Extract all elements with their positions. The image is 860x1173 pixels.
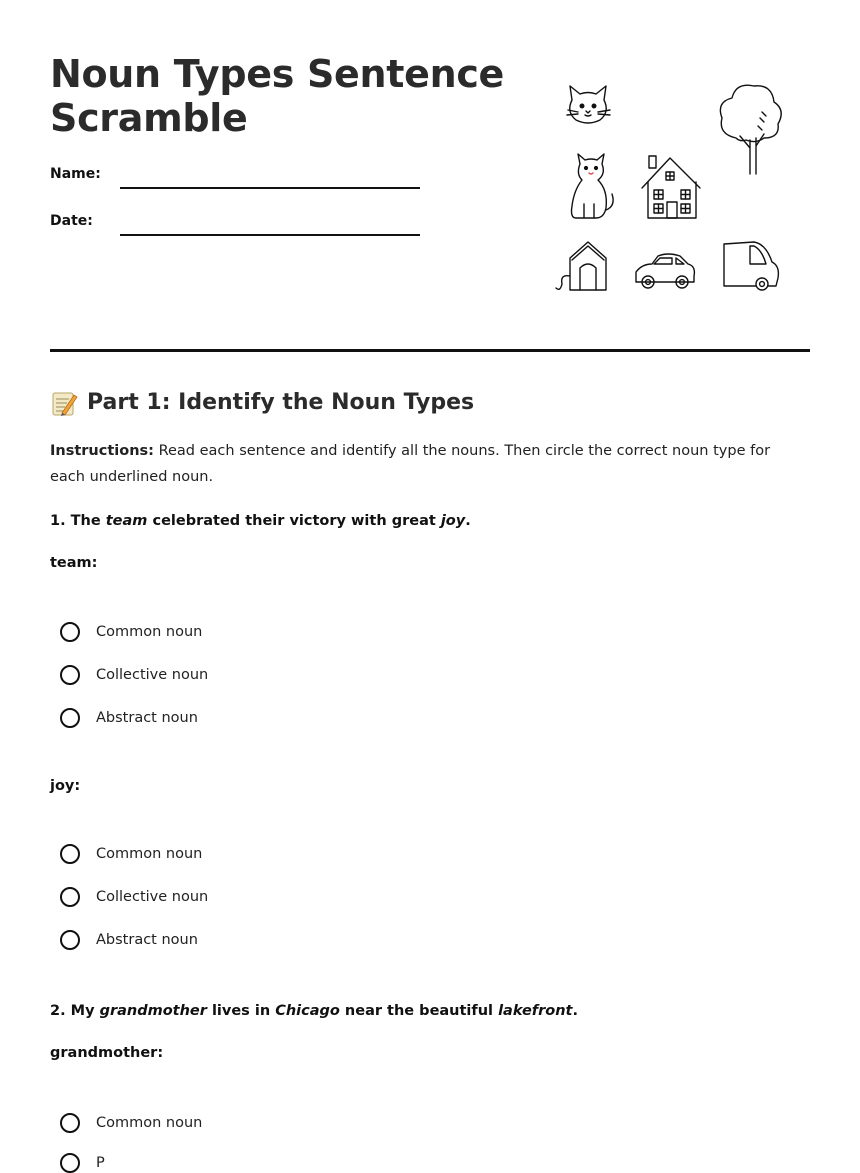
option-joy-abstract[interactable]: [60, 930, 198, 950]
q1-number: 1. The: [50, 513, 106, 529]
cat-face-icon: [567, 86, 610, 123]
q2-word-lakefront: lakefront: [498, 1003, 573, 1019]
instructions-label: Instructions:: [50, 443, 154, 459]
car-icon: [636, 254, 694, 288]
radio-button[interactable]: [60, 622, 80, 642]
question-1: [50, 513, 471, 529]
page-title: Noun Types Sentence Scramble: [50, 52, 505, 140]
q2-word-grandmother: grandmother: [99, 1003, 207, 1019]
house-icon: [642, 156, 700, 218]
section-divider: [50, 349, 810, 352]
q1-word-team: team: [105, 513, 148, 529]
option-label: Common noun: [96, 624, 203, 640]
option-grandmother-partial[interactable]: [60, 1153, 105, 1173]
q2-text-2: near the beautiful: [339, 1003, 499, 1019]
radio-button[interactable]: [60, 708, 80, 728]
date-field[interactable]: [120, 234, 420, 236]
option-joy-common[interactable]: [60, 844, 202, 864]
instructions: [50, 438, 790, 490]
q1-end: .: [465, 513, 471, 529]
part1-heading-text: Part 1: Identify the Noun Types: [87, 389, 475, 415]
tree-icon: [720, 85, 781, 174]
noun-label-team: team:: [50, 555, 98, 571]
name-field[interactable]: [120, 187, 420, 189]
memo-icon: [50, 389, 78, 417]
option-grandmother-common[interactable]: [60, 1113, 202, 1133]
noun-label-joy: joy:: [50, 778, 81, 794]
part1-heading: [50, 388, 474, 416]
option-label: Common noun: [96, 1115, 203, 1131]
option-label: Common noun: [96, 846, 203, 862]
option-label: P: [96, 1155, 105, 1171]
van-icon: [724, 242, 778, 290]
radio-button[interactable]: [60, 665, 80, 685]
cat-icon: [572, 154, 614, 218]
option-team-common[interactable]: [60, 622, 202, 642]
radio-button[interactable]: [60, 930, 80, 950]
option-team-abstract[interactable]: [60, 708, 198, 728]
date-label: Date:: [50, 213, 93, 229]
noun-label-grandmother: grandmother:: [50, 1045, 164, 1061]
radio-button[interactable]: [60, 844, 80, 864]
instructions-text: Read each sentence and identify all the nouns. Then circle the correct noun type for each underlined noun.: [50, 443, 771, 485]
clipart-group: [550, 78, 790, 298]
option-label: Collective noun: [96, 667, 209, 683]
option-team-collective[interactable]: [60, 665, 208, 685]
q1-word-joy: joy: [440, 513, 466, 529]
radio-button[interactable]: [60, 1153, 80, 1173]
doghouse-icon: [556, 242, 606, 290]
q2-number: 2. My: [50, 1003, 100, 1019]
q1-text: celebrated their victory with great: [147, 513, 441, 529]
radio-button[interactable]: [60, 1113, 80, 1133]
option-joy-collective[interactable]: [60, 887, 208, 907]
q2-word-chicago: Chicago: [275, 1003, 340, 1019]
radio-button[interactable]: [60, 887, 80, 907]
q2-text-1: lives in: [206, 1003, 276, 1019]
name-label: Name:: [50, 166, 101, 182]
question-2: [50, 1003, 578, 1019]
option-label: Collective noun: [96, 889, 209, 905]
option-label: Abstract noun: [96, 932, 198, 948]
option-label: Abstract noun: [96, 710, 198, 726]
q2-end: .: [572, 1003, 578, 1019]
